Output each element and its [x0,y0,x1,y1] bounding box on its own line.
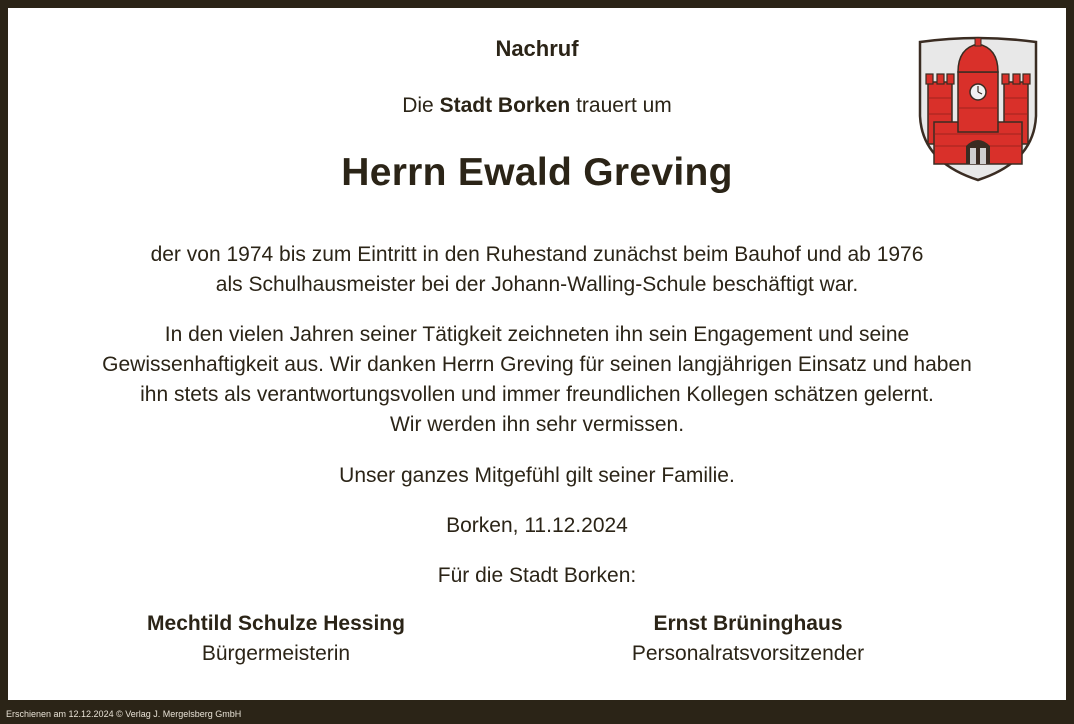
intro-organization: Stadt Borken [439,94,571,117]
obituary-notice [8,8,1066,700]
intro-pre: Die [402,94,440,117]
notice-intro [8,94,1066,118]
deceased-name: Herrn Ewald Greving [341,151,733,194]
on-behalf-line: Für die Stadt Borken: [437,564,637,587]
signatory-role: Bürgermeisterin [201,642,351,665]
notice-heading: Nachruf [495,36,579,61]
signatory-mayor [76,609,476,669]
intro-post: trauert um [570,94,672,117]
signatory-name: Mechtild Schulze Hessing [147,612,405,635]
paragraph-line: Gewissenhaftigkeit aus. Wir danken Herrn Greving für seinen langjährigen Einsatz und haben [102,353,972,376]
paragraph-service [8,240,1066,300]
signatory-staff-council [548,609,948,669]
paragraph-line: der von 1974 bis zum Eintritt in den Ruhestand zunächst beim Bauhof und ab 1976 [150,243,924,266]
condolence-line: Unser ganzes Mitgefühl gilt seiner Familie. [339,464,735,487]
publication-footer: Erschienen am 12.12.2024 © Verlag J. Mergelsberg GmbH [6,709,242,719]
paragraph-tribute [8,320,1066,440]
signatory-role: Personalratsvorsitzender [631,642,865,665]
signatory-name: Ernst Brüninghaus [653,612,843,635]
paragraph-line: als Schulhausmeister bei der Johann-Walling-Schule beschäftigt war. [215,273,859,296]
coat-of-arms-icon [914,34,1042,184]
paragraph-line: In den vielen Jahren seiner Tätigkeit zeichneten ihn sein Engagement und seine [164,323,910,346]
paragraph-line: ihn stets als verantwortungsvollen und immer freundlichen Kollegen schätzen gelernt. [140,383,934,406]
paragraph-line: Wir werden ihn sehr vermissen. [389,413,685,436]
place-date: Borken, 11.12.2024 [446,514,628,537]
